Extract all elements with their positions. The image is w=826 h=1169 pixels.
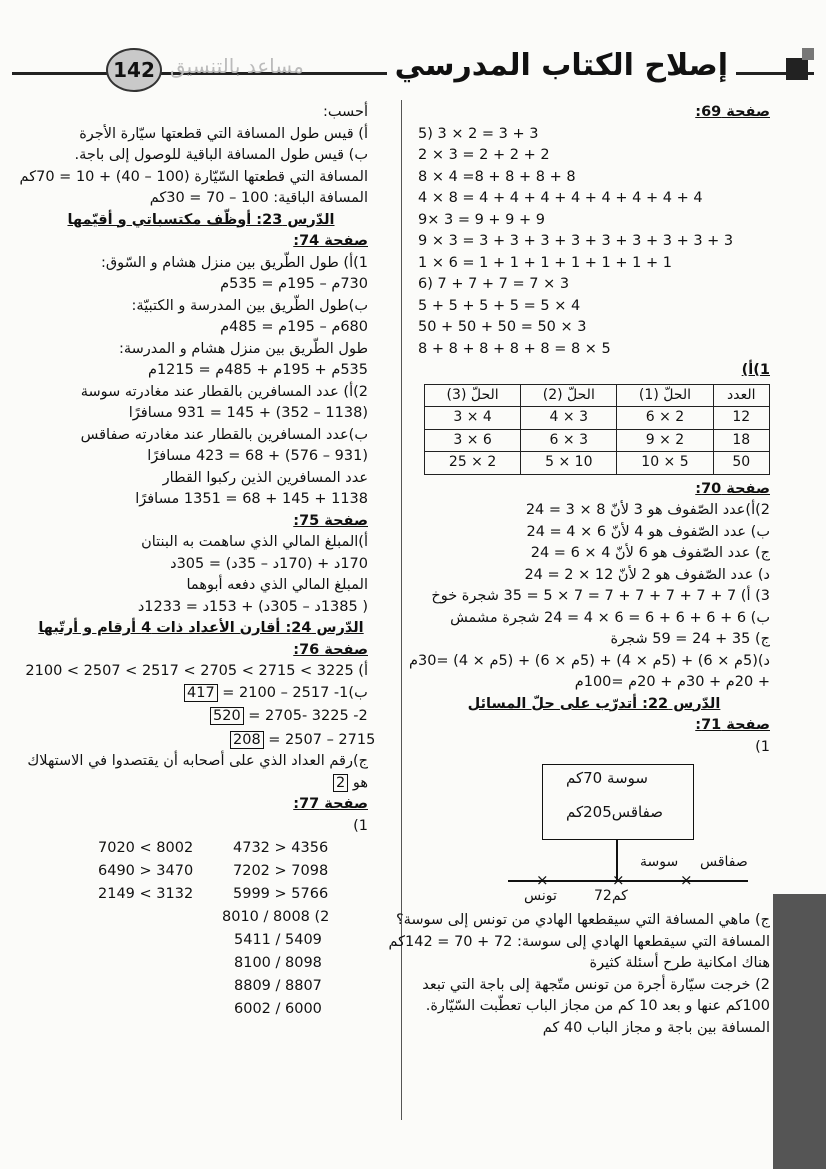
table-cell: 4 × 3 — [425, 407, 521, 430]
answer-line: د) عدد الصّفوف هو 2 لأنّ 12 × 2 = 24 — [524, 566, 770, 583]
section-heading: صفحة 70: — [695, 480, 770, 497]
answer-line: ب) 6 + 6 + 6 + 6 = 6 × 4 = 24 شجرة مشمش — [450, 609, 770, 626]
answer-line: ( 1385د – 305د) + 153د = 1233د — [137, 598, 368, 615]
answer-line: 680م – 195م = 485م — [220, 319, 368, 335]
label-distance: 72كم — [594, 888, 628, 904]
lesson-title: الدّرس 24: أقارن الأعداد ذات 4 أرقام و أرتّبها — [38, 620, 364, 636]
answer-line: أ) قيس طول المسافة التي قطعتها سيّارة الأجرة — [79, 125, 368, 142]
answer-line: ب)طول الطّريق بين المدرسة و الكتبيّة: — [131, 297, 368, 314]
answer-line: 1)أ) طول الطّريق بين منزل هشام و السّوق: — [101, 254, 368, 271]
answer-line: طول الطّريق بين منزل هشام و المدرسة: — [118, 340, 368, 357]
left-column — [19, 102, 376, 1021]
equation-line: 8 + 8 + 8 + 8 + 8 = 8 × 5 — [418, 340, 611, 357]
square-icon — [802, 48, 814, 60]
lesson-heading — [34, 618, 368, 640]
answer-line: 2)أ) عدد المسافرين بالقطار عند مغادرته سوسة — [80, 383, 368, 400]
table-cell: 2 × 9 — [617, 429, 713, 452]
box-label-sousse: سوسة 70كم — [566, 769, 648, 787]
section-heading: صفحة 69: — [695, 104, 770, 120]
equation-line: 2 × 3 = 2 + 2 + 2 — [418, 147, 550, 163]
column-divider — [401, 100, 402, 1120]
equation-line: 5 + 5 + 5 + 5 = 5 × 4 — [418, 297, 581, 314]
table-header: الحلّ (3) — [425, 384, 521, 407]
equation-line: 6) 7 + 7 + 7 = 7 × 3 — [418, 276, 570, 292]
question-label: 1) — [755, 738, 770, 755]
answer-line: عدد المسافرين الذين ركبوا القطار — [162, 469, 368, 486]
table-cell: 3 × 4 — [521, 407, 617, 430]
ghost-text: مساعد بالتنسيق — [170, 54, 304, 78]
table-cell: 18 — [713, 429, 769, 452]
answer-line: ج) ماهي المسافة التي سيقطعها الهادي من تونس إلى سوسة؟ — [395, 912, 770, 928]
answer-line: ج) عدد الصّفوف هو 6 لأنّ 4 × 6 = 24 — [530, 545, 770, 561]
comparison-item: 6490 > 3470 — [98, 863, 194, 879]
comparison-item: 2149 < 3132 — [98, 886, 194, 902]
answer-line: 8100 / 8098 — [234, 955, 322, 971]
table-header: العدد — [713, 384, 769, 407]
answer-box: 520 — [210, 707, 244, 725]
table-cell: 10 × 5 — [521, 452, 617, 475]
answer-text: = 2100 – 2517 -1(ب — [217, 684, 368, 701]
answer-line: + 20م + 30م + 20م =100م — [574, 674, 770, 690]
answer-line: (931 – 576) + 68 = 423 مسافرًا — [147, 448, 368, 464]
equation-line: 8 × 4 =8 + 8 + 8 + 8 — [418, 168, 576, 185]
answer-line — [34, 773, 368, 795]
marker-tunis: × — [536, 871, 549, 889]
answer-line: هناك امكانية طرح أسئلة كثيرة — [589, 955, 770, 971]
answer-line: المسافة بين باجة و مجاز الباب 40 كم — [542, 1019, 770, 1036]
answer-box: 417 — [184, 684, 218, 702]
lesson-title: الدّرس 22: أتدرّب على حلّ المسائل — [467, 695, 721, 712]
answer-line — [210, 706, 368, 728]
answer-line: المبلغ المالي الذي دفعه أبوهما — [186, 577, 368, 593]
question-label: 1) — [353, 817, 368, 834]
section-heading: صفحة 77: — [293, 796, 368, 812]
label-sfax: صفاقس — [700, 854, 748, 870]
label-sousse: سوسة — [640, 854, 679, 870]
table-cell: 3 × 6 — [521, 429, 617, 452]
answer-line: 100كم عنها و بعد 10 كم من مجاز الباب تعطّبت السّيّارة. — [425, 998, 770, 1014]
answer-line: ب)عدد المسافرين بالقطار عند مغادرته صفاقس — [80, 426, 368, 443]
lesson-heading — [34, 210, 368, 232]
multiplication-table — [424, 384, 770, 475]
marker-sousse: × — [612, 871, 625, 889]
answer-text: هو — [348, 774, 368, 791]
answer-line: أ) 3225 > 2715 > 2705 > 2517 > 2507 > 2100 — [25, 663, 368, 679]
label-tunis: تونس — [524, 888, 557, 904]
answer-line: د)(5م × 6) + (5م × 4) + (5م × 6) + (5م × 4) =30م — [408, 652, 770, 669]
page-title: إصلاح الكتاب المدرسي — [387, 48, 736, 83]
equation-line: 9 × 3 = 3 + 3 + 3 + 3 + 3 + 3 + 3 + 3 + 3 — [418, 233, 734, 249]
answer-line: (1138 – 352) + 145 = 931 مسافرًا — [128, 405, 368, 421]
answer-line: المسافة الباقية: 100 – 70 = 30كم — [149, 190, 368, 206]
comparison-item: 7020 < 8002 — [98, 840, 194, 856]
comparison-item: 4732 > 4356 — [233, 840, 329, 856]
table-cell: 6 × 3 — [425, 429, 521, 452]
equation-line: 1 × 6 = 1 + 1 + 1 + 1 + 1 + 1 + 1 — [418, 254, 672, 271]
right-column — [388, 102, 770, 1039]
marker-sfax: × — [680, 871, 693, 889]
page-number: 142 — [106, 48, 162, 92]
table-cell: 2 × 25 — [425, 452, 521, 475]
table-cell: 2 × 6 — [617, 407, 713, 430]
table-header: الحلّ (1) — [617, 384, 713, 407]
answer-line: 535م + 195م + 485م = 1215م — [147, 362, 368, 378]
answer-line: ج) 35 + 24 = 59 شجرة — [610, 631, 770, 647]
answer-line: ب) قيس طول المسافة الباقية للوصول إلى باجة. — [74, 147, 368, 163]
section-heading: صفحة 75: — [293, 512, 368, 529]
answer-text: = 2705- 3225 -2 — [243, 708, 368, 724]
answer-line: ب) عدد الصّفوف هو 4 لأنّ 6 × 4 = 24 — [526, 523, 770, 540]
answer-box: 2 — [333, 774, 348, 792]
answer-line: ج)رقم العداد الذي على أصحابه أن يقتصدوا في الاستهلاك — [27, 753, 368, 769]
equation-line: 4 × 8 = 4 + 4 + 4 + 4 + 4 + 4 + 4 + 4 — [418, 190, 703, 206]
comparison-item: 5999 > 5766 — [233, 886, 329, 902]
page-header — [0, 0, 826, 100]
answer-line: أحسب: — [322, 104, 368, 120]
answer-line: 8010 / 8008 (2 — [222, 909, 330, 925]
question-label: 1)أ) — [741, 362, 770, 378]
answer-line: 3) أ) 7 + 7 + 7 + 7 + 7 = 7 × 5 = 35 شجرة خوخ — [431, 588, 770, 604]
answer-line: 730م – 195م = 535م — [220, 276, 368, 292]
answer-line: 2) خرجت سيّارة أجرة من تونس متّجهة إلى باجة التي تبعد — [422, 976, 770, 993]
square-icon — [786, 58, 808, 80]
answer-line: المسافة التي قطعتها السّيّارة (100 – 40) + 10 = 70كم — [19, 168, 368, 185]
answer-text: = 2507 – 2715 — [263, 731, 376, 748]
table-header: الحلّ (2) — [521, 384, 617, 407]
section-heading: صفحة 74: — [293, 233, 368, 249]
lesson-heading — [418, 694, 770, 716]
answer-line — [230, 730, 376, 752]
lesson-title: الدّرس 23: أوظّف مكتسباتي و أقيّمها — [67, 211, 335, 228]
box-label-sfax: صفاقس205كم — [566, 803, 663, 821]
answer-line: أ)المبلغ المالي الذي ساهمت به البنتان — [141, 534, 368, 550]
distance-diagram — [418, 758, 770, 910]
answer-line: 2)أ)عدد الصّفوف هو 3 لأنّ 8 × 3 = 24 — [525, 502, 770, 518]
answer-line: 170د + (170د – 35د) = 305د — [170, 555, 368, 572]
page-edge-tab — [773, 894, 826, 1169]
equation-line: 50 + 50 + 50 = 50 × 3 — [418, 319, 587, 335]
answer-line — [184, 683, 368, 705]
section-heading: صفحة 76: — [293, 641, 368, 658]
answer-line: 1138 + 145 + 68 = 1351 مسافرًا — [135, 491, 368, 507]
section-heading: صفحة 71: — [695, 717, 770, 733]
table-cell: 12 — [713, 407, 769, 430]
comparison-item: 7202 > 7098 — [233, 863, 329, 879]
equation-line: 9× 3 = 9 + 9 + 9 — [418, 211, 545, 228]
answer-line: 5411 / 5409 — [234, 932, 322, 948]
answer-box: 208 — [230, 731, 264, 749]
answer-line: 6002 / 6000 — [234, 1001, 322, 1017]
equation-line: 5) 3 × 2 = 3 + 3 — [418, 125, 539, 142]
answer-line: 8809 / 8807 — [234, 978, 322, 994]
answer-line: المسافة التي سيقطعها الهادي إلى سوسة: 72 + 70 = 142كم — [388, 933, 770, 950]
table-cell: 5 × 10 — [617, 452, 713, 475]
comparison-grid — [98, 837, 368, 906]
table-cell: 50 — [713, 452, 769, 475]
